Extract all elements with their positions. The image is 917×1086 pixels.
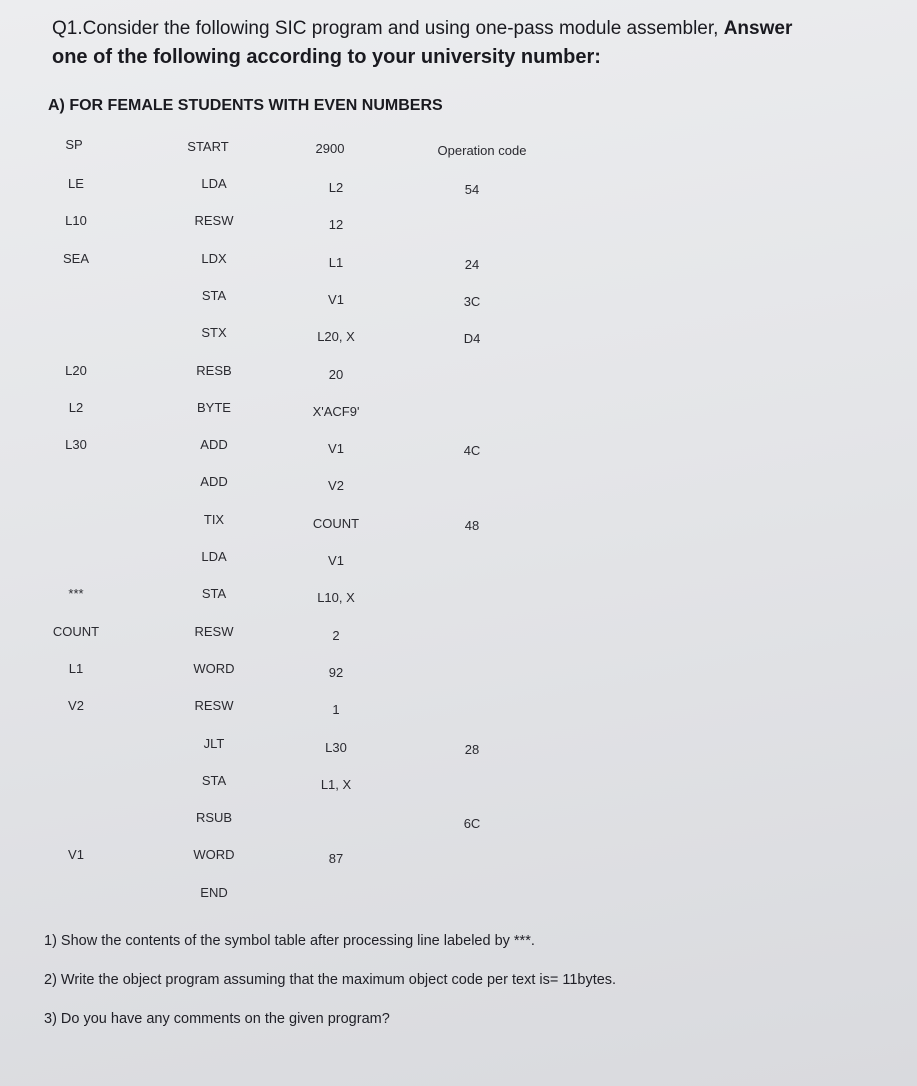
row-code: 24	[464, 257, 480, 272]
questions-list	[44, 922, 616, 1039]
row-operand: 2	[332, 628, 340, 643]
row-opcode: JLT	[203, 736, 225, 751]
row-opcode: RESW	[194, 698, 234, 713]
row-opcode: RESW	[194, 624, 234, 639]
row-operand: 87	[328, 851, 344, 866]
row-operand: L1, X	[320, 777, 352, 792]
row-label: L30	[65, 437, 87, 452]
row-label: SEA	[62, 251, 90, 266]
row-opcode: ADD	[200, 437, 228, 452]
row-label: L1	[68, 661, 84, 676]
row-opcode: LDX	[201, 251, 227, 266]
row-opcode: RESW	[194, 213, 234, 228]
question-line-1: Q1.Consider the following SIC program and using one-pass module assembler,	[52, 18, 724, 39]
row-label: L2	[68, 400, 84, 415]
header-operand: 2900	[315, 141, 345, 156]
row-operand: V2	[328, 478, 344, 493]
row-opcode: STA	[201, 586, 227, 601]
row-opcode: LDA	[201, 549, 227, 564]
row-operand: L10, X	[317, 590, 355, 605]
question-1: 1) Show the contents of the symbol table after processing line labeled by ***.	[44, 933, 535, 949]
row-operand: V1	[328, 553, 344, 568]
row-operand: X'ACF9'	[312, 404, 360, 419]
row-operand: V1	[328, 292, 344, 307]
row-code: 4C	[463, 443, 481, 458]
row-operand: 1	[332, 702, 340, 717]
row-label: L20	[65, 363, 87, 378]
row-code: 6C	[463, 816, 481, 831]
row-opcode: RESB	[196, 363, 232, 378]
row-label: V1	[68, 847, 84, 862]
row-label: ***	[68, 586, 84, 601]
header-opcode: START	[187, 139, 229, 154]
row-opcode: WORD	[193, 847, 235, 862]
row-opcode: BYTE	[197, 400, 231, 415]
row-opcode: LDA	[201, 176, 227, 191]
row-code: 3C	[463, 294, 481, 309]
row-code: 54	[464, 182, 480, 197]
row-label: V2	[68, 698, 84, 713]
row-opcode: ADD	[200, 474, 228, 489]
question-2: 2) Write the object program assuming that the maximum object code per text is= 11bytes.	[44, 972, 617, 988]
row-code: 48	[464, 518, 480, 533]
row-opcode: RSUB	[195, 810, 233, 825]
question-3: 3) Do you have any comments on the given program?	[44, 1011, 390, 1027]
question-line-2: one of the following according to your university number:	[52, 46, 601, 68]
row-operand: 92	[328, 665, 344, 680]
row-code: D4	[463, 331, 481, 346]
row-opcode: STX	[201, 325, 227, 340]
row-code: 28	[464, 742, 480, 757]
section-title: A) FOR FEMALE STUDENTS WITH EVEN NUMBERS	[48, 97, 443, 114]
row-opcode: STA	[201, 288, 227, 303]
header-label: SP	[65, 137, 83, 152]
header-opcode-column: Operation code	[437, 143, 527, 158]
row-label: COUNT	[52, 624, 100, 639]
row-opcode: STA	[201, 773, 227, 788]
row-operand: L30	[325, 740, 347, 755]
row-operand: L1	[328, 255, 344, 270]
row-operand: V1	[328, 441, 344, 456]
row-label: LE	[68, 176, 84, 191]
row-operand: L20, X	[317, 329, 355, 344]
question-line-1-bold: Answer	[723, 18, 793, 39]
row-opcode: TIX	[203, 512, 225, 527]
row-opcode: END	[200, 885, 228, 900]
question-heading	[52, 14, 892, 72]
row-operand: COUNT	[312, 516, 360, 531]
row-operand: 20	[328, 367, 344, 382]
row-operand: 12	[328, 217, 344, 232]
row-label: L10	[65, 213, 87, 228]
row-opcode: WORD	[193, 661, 235, 676]
row-operand: L2	[328, 180, 344, 195]
